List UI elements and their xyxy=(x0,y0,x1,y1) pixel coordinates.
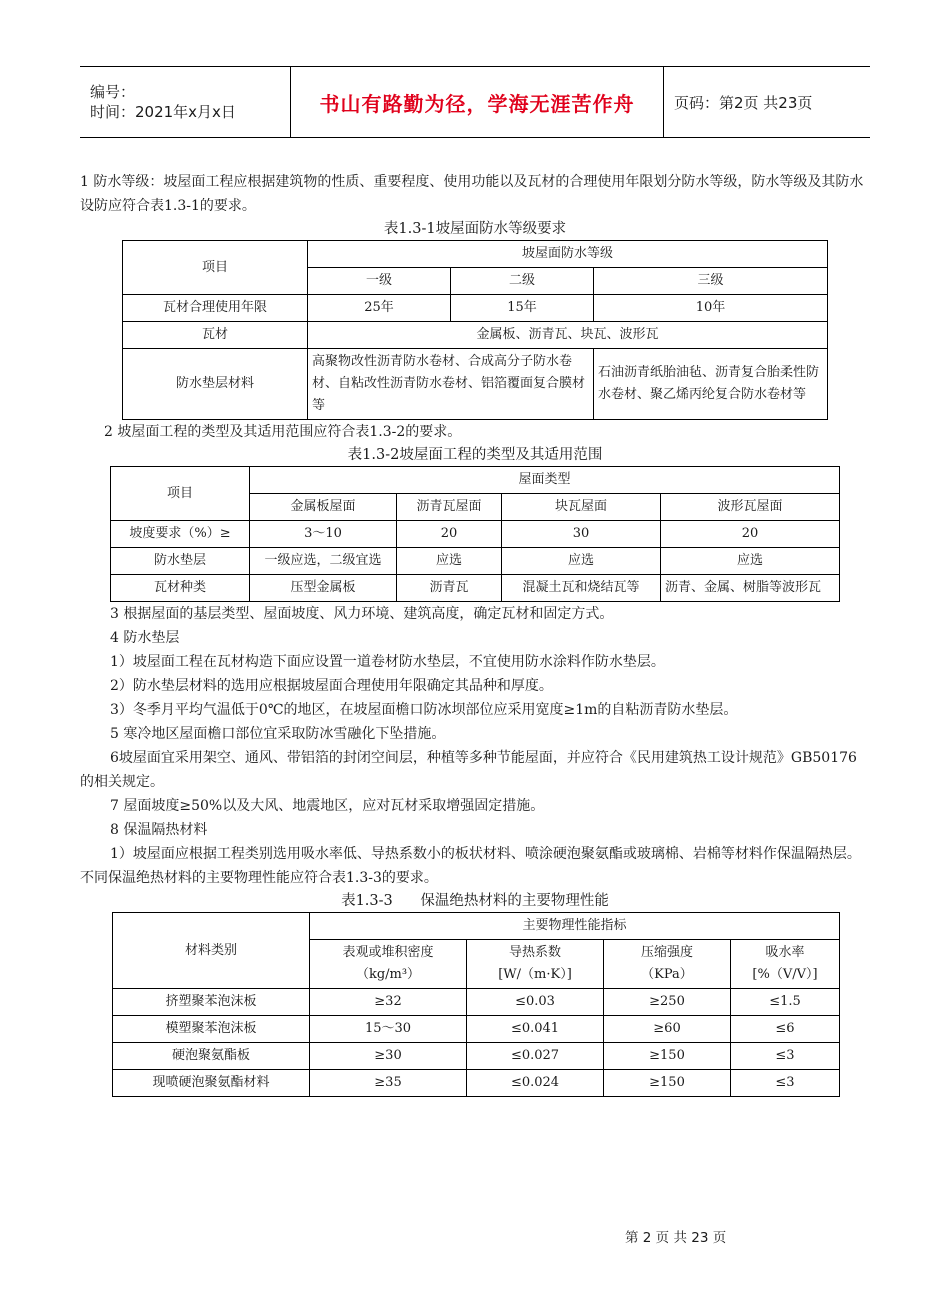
paragraph-8-1: 1）坡屋面应根据工程类别选用吸水率低、导热系数小的板状材料、喷涂硬泡聚氨酯或玻璃棉、岩棉等材料作保温隔热层。不同保温绝热材料的主要物理性能应符合表1.3-3的要求。 xyxy=(80,846,861,886)
t3-h-density: 表观或堆积密度 （kg/m³） xyxy=(310,940,467,989)
t3-h-conductivity: 导热系数 [W/（m·K）] xyxy=(467,940,604,989)
t1-h-item: 项目 xyxy=(123,241,308,295)
t2-cell: 沥青、金属、树脂等波形瓦 xyxy=(661,575,840,602)
paragraph-8: 8 保温隔热材料 xyxy=(110,822,208,838)
text-line: 2）防水垫层材料的选用应根据坡屋面合理使用年限确定其品种和厚度。 xyxy=(110,678,553,694)
t2-cell: 混凝土瓦和烧结瓦等 xyxy=(502,575,661,602)
t1-row-label: 防水垫层材料 xyxy=(123,349,308,420)
t3-h-group: 主要物理性能指标 xyxy=(310,913,840,940)
t1-cell: 15年 xyxy=(451,295,594,322)
t2-h-group: 屋面类型 xyxy=(250,467,840,494)
t2-h-type: 波形瓦屋面 xyxy=(661,494,840,521)
t2-cell: 20 xyxy=(397,521,502,548)
table-waterproof-grade xyxy=(122,240,828,420)
t1-cell: 石油沥青纸胎油毡、沥青复合胎柔性防水卷材、聚乙烯丙纶复合防水卷材等 xyxy=(594,349,828,420)
text-line: 3 根据屋面的基层类型、屋面坡度、风力环境、建筑高度，确定瓦材和固定方式。 xyxy=(110,606,614,622)
t1-h-level: 一级 xyxy=(308,268,451,295)
t1-h-level: 二级 xyxy=(451,268,594,295)
t2-cell: 3～10 xyxy=(250,521,397,548)
t2-h-type: 块瓦屋面 xyxy=(502,494,661,521)
page-header xyxy=(80,66,870,138)
t2-cell: 压型金属板 xyxy=(250,575,397,602)
t1-h-level: 三级 xyxy=(594,268,828,295)
t2-row-label: 坡度要求（%）≥ xyxy=(111,521,250,548)
table3-caption: 表1.3-3 保温绝热材料的主要物理性能 xyxy=(341,893,609,909)
t2-cell: 应选 xyxy=(661,548,840,575)
t2-cell: 一级应选，二级宜选 xyxy=(250,548,397,575)
t1-h-group: 坡屋面防水等级 xyxy=(308,241,828,268)
table2-caption: 表1.3-2坡屋面工程的类型及其适用范围 xyxy=(347,447,603,463)
page-footer: 第 2 页 共 23 页 xyxy=(625,1230,727,1246)
text-line: 5 寒冷地区屋面檐口部位宜采取防冰雪融化下坠措施。 xyxy=(110,726,446,742)
text-line: 3）冬季月平均气温低于0℃的地区，在坡屋面檐口防冰坝部位应采用宽度≥1m的自粘沥青防水垫层。 xyxy=(110,702,738,718)
header-page-number: 页码：第2页 共23页 xyxy=(664,67,871,138)
table-roof-types xyxy=(110,466,840,602)
table-row: 挤塑聚苯泡沫板 ≥32 ≤0.03 ≥250 ≤1.5 xyxy=(113,989,840,1016)
list-lines xyxy=(80,602,870,746)
t2-row-label: 防水垫层 xyxy=(111,548,250,575)
header-motto: 书山有路勤为径，学海无涯苦作舟 xyxy=(291,67,664,138)
t2-cell: 应选 xyxy=(397,548,502,575)
t1-row-label: 瓦材 xyxy=(123,322,308,349)
table-row: 模塑聚苯泡沫板 15～30 ≤0.041 ≥60 ≤6 xyxy=(113,1016,840,1043)
header-meta xyxy=(80,67,291,138)
paragraph-6: 6坡屋面宜采用架空、通风、带铝箔的封闭空间层，种植等多种节能屋面，并应符合《民用建筑热工设计规范》GB50176的相关规定。 xyxy=(80,750,857,790)
t1-cell: 10年 xyxy=(594,295,828,322)
t3-h-strength: 压缩强度 （KPa） xyxy=(604,940,731,989)
t1-row-label: 瓦材合理使用年限 xyxy=(123,295,308,322)
t3-h-absorption: 吸水率 [%（V/V）] xyxy=(731,940,840,989)
paragraph-7: 7 屋面坡度≥50%以及大风、地震地区，应对瓦材采取增强固定措施。 xyxy=(110,798,545,814)
t3-h-item: 材料类别 xyxy=(113,913,310,989)
paragraph-1: 1 防水等级：坡屋面工程应根据建筑物的性质、重要程度、使用功能以及瓦材的合理使用年限划分防水等级，防水等级及其防水设防应符合表1.3-1的要求。 xyxy=(80,174,864,214)
t2-cell: 20 xyxy=(661,521,840,548)
t1-cell: 25年 xyxy=(308,295,451,322)
t2-cell: 应选 xyxy=(502,548,661,575)
t2-row-label: 瓦材种类 xyxy=(111,575,250,602)
table-insulation xyxy=(112,912,840,1097)
text-line: 4 防水垫层 xyxy=(110,630,180,646)
paragraph-2: 2 坡屋面工程的类型及其适用范围应符合表1.3-2的要求。 xyxy=(104,424,462,440)
t2-h-item: 项目 xyxy=(111,467,250,521)
t1-cell: 金属板、沥青瓦、块瓦、波形瓦 xyxy=(308,322,828,349)
doc-number: 编号： xyxy=(90,83,136,101)
t2-h-type: 沥青瓦屋面 xyxy=(397,494,502,521)
document-body xyxy=(80,170,870,1097)
text-line: 1）坡屋面工程在瓦材构造下面应设置一道卷材防水垫层，不宜使用防水涂料作防水垫层。 xyxy=(110,654,665,670)
t1-cell: 高聚物改性沥青防水卷材、合成高分子防水卷材、自粘改性沥青防水卷材、铝箔覆面复合膜材等 xyxy=(308,349,594,420)
table1-caption: 表1.3-1坡屋面防水等级要求 xyxy=(383,221,567,237)
table-row: 现喷硬泡聚氨酯材料 ≥35 ≤0.024 ≥150 ≤3 xyxy=(113,1070,840,1097)
t2-h-type: 金属板屋面 xyxy=(250,494,397,521)
t2-cell: 30 xyxy=(502,521,661,548)
doc-date: 时间：2021年x月x日 xyxy=(90,103,236,121)
table-row: 硬泡聚氨酯板 ≥30 ≤0.027 ≥150 ≤3 xyxy=(113,1043,840,1070)
t2-cell: 沥青瓦 xyxy=(397,575,502,602)
